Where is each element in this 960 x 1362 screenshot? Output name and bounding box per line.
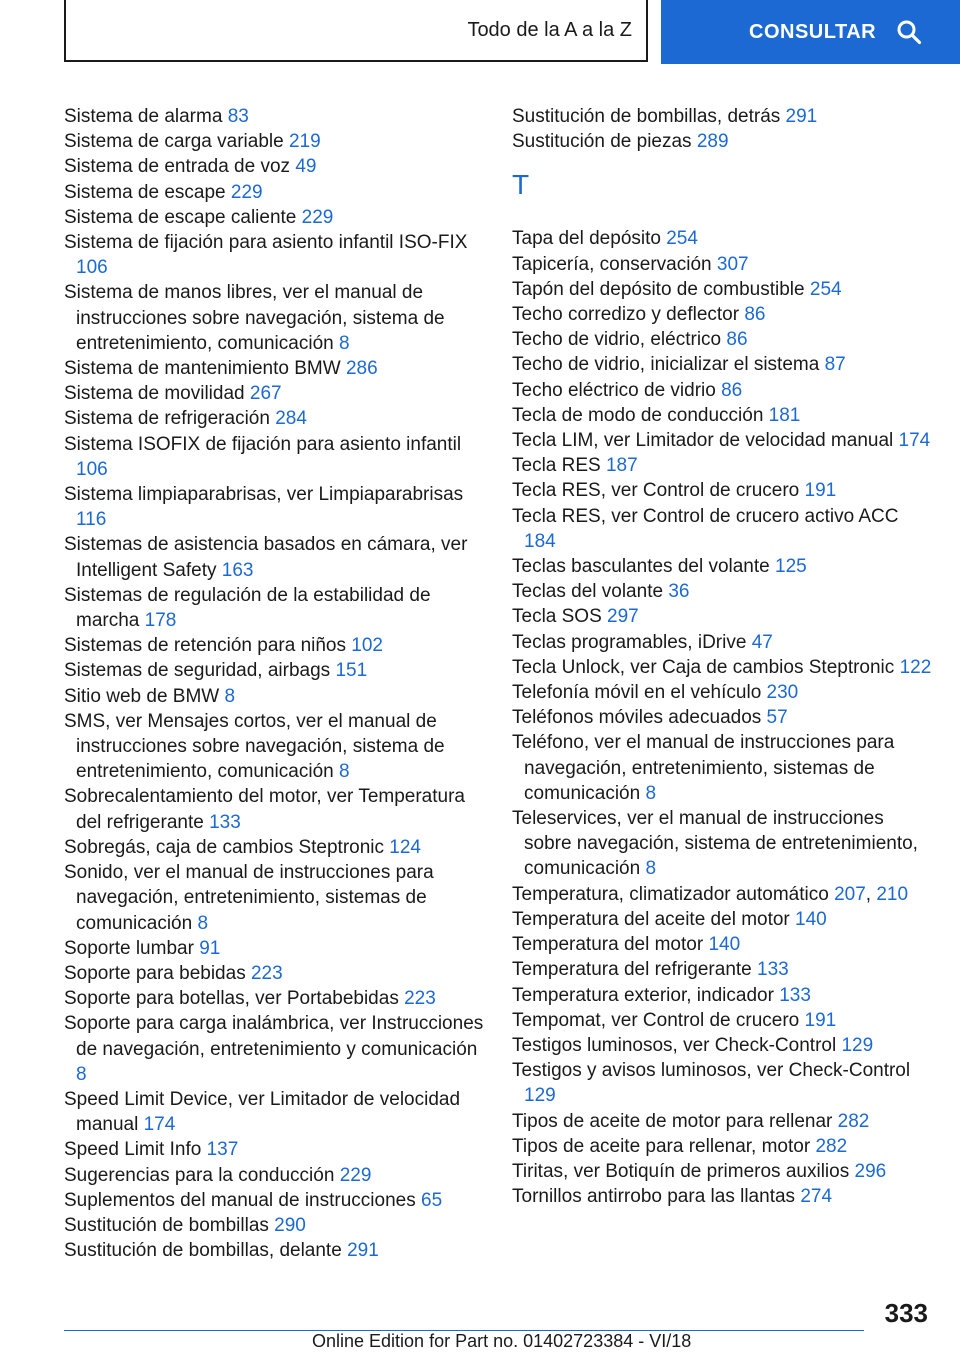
page-link[interactable]: 284 (275, 408, 307, 430)
entry-text: Sistema ISOFIX de fijación para asiento infantil (64, 433, 462, 455)
entry-text: Sistema de mantenimiento BMW (64, 358, 341, 380)
entry-text: Temperatura del refrigerante (512, 959, 752, 981)
entry-text: Techo eléctrico de vidrio (512, 379, 716, 401)
page-link[interactable]: 133 (209, 811, 241, 833)
page-link[interactable]: 291 (785, 106, 818, 127)
page-link[interactable]: 87 (824, 354, 846, 376)
page-link[interactable]: 116 (76, 509, 107, 531)
entry-text: Tecla RES, ver Control de crucero (512, 480, 800, 502)
entry-text: Sustitución de bombillas, delante (64, 1240, 342, 1262)
index-entry (64, 1011, 484, 1087)
index-entry (512, 453, 932, 478)
page-link[interactable]: 174 (898, 430, 931, 452)
index-entries-t (512, 226, 932, 1209)
section-letter-heading: T (512, 169, 530, 201)
entry-text: Sistema de fijación para asiento infantil ISO-FIX (64, 232, 468, 254)
index-entry (64, 432, 484, 482)
entry-text: Soporte para botellas, ver Portabebidas (64, 988, 399, 1010)
entry-text: Tiritas, ver Botiquín de primeros auxilios (512, 1160, 850, 1182)
index-entry (512, 907, 932, 932)
entry-text: Sistema de escape (64, 181, 226, 203)
entry-text: Sonido, ver el manual de instrucciones para navegación, entretenimiento, sistemas de comunicación (64, 862, 434, 934)
page-link[interactable]: 191 (804, 480, 837, 502)
index-entry (64, 986, 484, 1011)
page-link[interactable]: 178 (144, 610, 177, 632)
page-link[interactable]: 124 (389, 836, 421, 858)
index-entry: Temperatura, climatizador automático 207, 210 (512, 883, 909, 905)
index-entry (512, 352, 932, 377)
page-link[interactable]: 133 (757, 959, 789, 981)
page-link[interactable]: 229 (230, 181, 263, 203)
entry-text: Techo corredizo y deflector (512, 304, 740, 326)
index-entry (512, 478, 932, 503)
page-link[interactable]: 207 (834, 883, 866, 905)
entry-text: Teléfonos móviles adecuados (512, 707, 762, 729)
entry-text: Techo de vidrio, eléctrico (512, 329, 722, 351)
page-link[interactable]: 219 (288, 131, 321, 153)
index-entry (64, 205, 484, 230)
index-entry (512, 1184, 932, 1209)
page-link[interactable]: 184 (524, 530, 556, 552)
page-link[interactable]: 129 (841, 1034, 874, 1056)
page-link[interactable]: 229 (339, 1164, 372, 1186)
entry-text: Tecla RES (512, 455, 601, 477)
entry-text: Testigos y avisos luminosos, ver Check-Control (512, 1060, 911, 1082)
consult-label: CONSULTAR (749, 20, 877, 43)
index-entry (512, 705, 932, 730)
page-link[interactable]: 83 (227, 106, 249, 127)
entry-text: Sitio web de BMW (64, 685, 220, 707)
entry-text: Soporte para carga inalámbrica, ver Instrucciones de navegación, entretenimiento y comunicación (64, 1013, 484, 1060)
entry-text: Sustitución de bombillas, detrás (512, 106, 781, 127)
index-entry (64, 230, 484, 280)
page-link[interactable]: 86 (721, 379, 743, 401)
index-entry (64, 1087, 484, 1137)
page-link[interactable]: 274 (800, 1186, 833, 1208)
page-link[interactable]: 230 (766, 682, 799, 704)
index-entry (64, 709, 484, 785)
entry-text: Tecla SOS (512, 606, 602, 628)
entry-text: Sugerencias para la conducción (64, 1164, 335, 1186)
top-navigation (0, 0, 960, 66)
a-to-z-tab[interactable] (64, 0, 648, 62)
index-entry (512, 252, 932, 277)
page-link[interactable]: 102 (351, 635, 383, 657)
page-link[interactable]: 49 (295, 156, 317, 178)
page-link[interactable]: 181 (768, 404, 801, 426)
page-link[interactable]: 91 (199, 937, 221, 959)
index-entry (64, 532, 484, 582)
entry-text: Sistemas de seguridad, airbags (64, 660, 331, 682)
page-link[interactable]: 137 (206, 1139, 239, 1161)
index-column-right (512, 104, 932, 1209)
entry-text: Sistemas de retención para niños (64, 635, 346, 657)
index-entry (512, 806, 932, 882)
entry-text: Sistema de carga variable (64, 131, 284, 153)
entry-text: Sobrecalentamiento del motor, ver Temperatura del refrigerante (64, 786, 465, 833)
page-link[interactable]: 8 (224, 685, 236, 707)
entry-text: Soporte lumbar (64, 937, 194, 959)
index-entry (512, 730, 932, 806)
entry-text: Temperatura del aceite del motor (512, 908, 790, 930)
index-entry (512, 129, 932, 154)
index-entry (512, 327, 932, 352)
index-entry (512, 983, 932, 1008)
entry-text: Sistema de alarma (64, 106, 223, 127)
page-link[interactable]: 289 (696, 131, 729, 153)
entry-text: Telefonía móvil en el vehículo (512, 682, 762, 704)
entry-text: Speed Limit Device, ver Limitador de velocidad manual (64, 1088, 461, 1136)
index-entry (64, 961, 484, 986)
index-entry (512, 1058, 932, 1108)
consult-button[interactable] (661, 0, 960, 64)
index-entry (64, 1213, 484, 1238)
index-entry (512, 579, 932, 604)
page-link[interactable]: 210 (876, 883, 909, 905)
index-entry (64, 936, 484, 961)
footer-edition-text: Online Edition for Part no. 01402723384 - VI/18 (312, 1331, 692, 1351)
page-link[interactable]: 86 (726, 329, 748, 351)
page-link[interactable]: 163 (221, 559, 254, 581)
entry-text: Soporte para bebidas (64, 962, 246, 984)
entry-text: Tapicería, conservación (512, 253, 712, 275)
entry-text: Tipos de aceite para rellenar, motor (512, 1135, 811, 1157)
entry-text: Temperatura exterior, indicador (512, 984, 774, 1006)
entry-text: Sistemas de asistencia basados en cámara, ver Intelligent Safety (64, 534, 468, 581)
index-entry (64, 1238, 484, 1263)
index-column-left (64, 104, 484, 1263)
page-link[interactable]: 296 (854, 1160, 887, 1182)
entry-text: Temperatura del motor (512, 934, 704, 956)
page-link[interactable]: 254 (809, 278, 842, 300)
page-link[interactable]: 106 (76, 458, 108, 480)
entry-text: Sistema de refrigeración (64, 408, 270, 430)
page-link[interactable]: 36 (668, 581, 690, 603)
page-link[interactable]: 297 (607, 606, 639, 628)
index-entry (64, 658, 484, 683)
index-entry (64, 835, 484, 860)
page-link[interactable]: 122 (899, 656, 932, 678)
page-link[interactable]: 8 (76, 1063, 87, 1085)
entry-text: Teclas programables, iDrive (512, 631, 747, 653)
index-entry (512, 378, 932, 403)
page-link[interactable]: 65 (421, 1189, 443, 1211)
page-link[interactable]: 8 (645, 858, 657, 880)
entry-text: Sustitución de bombillas (64, 1214, 269, 1236)
entry-text: Sistema de manos libres, ver el manual de instrucciones sobre navegación, sistema de entretenimiento, comunicación (64, 282, 445, 354)
entry-text: Tipos de aceite de motor para rellenar (512, 1110, 833, 1132)
index-entry (512, 428, 932, 453)
index-entry (64, 633, 484, 658)
index-entry (512, 957, 932, 982)
page-link[interactable]: 290 (274, 1214, 306, 1236)
search-icon (896, 19, 922, 45)
page-link[interactable]: 8 (645, 782, 657, 804)
page-link[interactable]: 106 (76, 257, 108, 279)
index-entry (512, 655, 932, 680)
entry-text: Sistema de movilidad (64, 383, 245, 405)
index-entry (512, 554, 932, 579)
entry-text: Sistema limpiaparabrisas, ver Limpiaparabrisas (64, 484, 464, 506)
entry-text: Tapa del depósito (512, 228, 661, 250)
index-entry (64, 406, 484, 431)
index-entry (64, 180, 484, 205)
entry-text: Speed Limit Info (64, 1139, 202, 1161)
index-entry (64, 1188, 484, 1213)
page-link[interactable]: 8 (338, 761, 350, 783)
index-entry (64, 154, 484, 179)
entry-text: Tecla de modo de conducción (512, 404, 764, 426)
page-link[interactable]: 8 (338, 332, 350, 354)
index-entry (64, 482, 484, 532)
index-entry (64, 684, 484, 709)
index-entry (512, 277, 932, 302)
page-link[interactable]: 282 (837, 1110, 870, 1132)
page-link[interactable]: 291 (347, 1240, 379, 1262)
index-entry (64, 104, 484, 129)
entry-text: Sistemas de regulación de la estabilidad de marcha (64, 584, 431, 632)
entry-text: Sistema de escape caliente (64, 206, 297, 228)
page-link[interactable]: 174 (143, 1114, 176, 1136)
entry-text: SMS, ver Mensajes cortos, ver el manual de instrucciones sobre navegación, sistema de entretenimiento, comunicación (64, 710, 445, 783)
index-entry (512, 630, 932, 655)
index-entry (64, 1163, 484, 1188)
page-link[interactable]: 125 (775, 556, 807, 578)
entry-text: Techo de vidrio, inicializar el sistema (512, 354, 820, 376)
page-link[interactable]: 223 (250, 962, 283, 984)
index-entry (64, 583, 484, 633)
page-link[interactable]: 133 (779, 984, 811, 1006)
entry-text: Tapón del depósito de combustible (512, 278, 805, 300)
index-entry (512, 604, 932, 629)
page-link[interactable]: 151 (335, 660, 368, 682)
page-link[interactable]: 129 (524, 1085, 556, 1107)
page-link[interactable]: 282 (815, 1135, 848, 1157)
index-entry (512, 932, 932, 957)
entry-text: Sobregás, caja de cambios Steptronic (64, 836, 385, 858)
page-link[interactable]: 223 (404, 988, 436, 1010)
entry-text: Teleservices, ver el manual de instrucciones sobre navegación, sistema de entretenimiento, comunicación (512, 808, 918, 880)
index-entry (512, 104, 932, 129)
index-entry (512, 1033, 932, 1058)
entry-text: Temperatura, climatizador automático (512, 883, 829, 905)
index-entries-s-continued (512, 104, 932, 154)
page-link[interactable]: 229 (301, 206, 334, 228)
page-link[interactable]: 47 (751, 631, 773, 653)
page-link[interactable]: 191 (804, 1009, 837, 1031)
index-entry (512, 1109, 932, 1134)
page-link[interactable]: 307 (716, 253, 749, 275)
index-entry (512, 504, 932, 554)
entry-text: Sistema de entrada de voz (64, 156, 291, 178)
page-link[interactable]: 187 (605, 455, 638, 477)
entry-text: Teclas del volante (512, 581, 664, 603)
page-link[interactable]: 8 (197, 912, 209, 934)
index-entry (64, 381, 484, 406)
index-entry (512, 1134, 932, 1159)
index-entry (512, 403, 932, 428)
index-entry (512, 226, 932, 251)
page-number: 333 (884, 1298, 928, 1328)
entry-text: Tornillos antirrobo para las llantas (512, 1186, 796, 1208)
page-link[interactable]: 57 (766, 707, 788, 729)
entry-text: Tecla LIM, ver Limitador de velocidad manual (512, 430, 894, 452)
page-link[interactable]: 86 (744, 304, 766, 326)
index-entry (512, 302, 932, 327)
entry-text: Teclas basculantes del volante (512, 556, 770, 578)
entry-text: Teléfono, ver el manual de instrucciones para navegación, entretenimiento, sistemas de comunicación (512, 732, 895, 804)
a-to-z-label: Todo de la A a la Z (467, 18, 632, 41)
index-entry (64, 860, 484, 936)
index-entry (512, 1008, 932, 1033)
entry-text: Testigos luminosos, ver Check-Control (512, 1034, 837, 1056)
page-link[interactable]: 254 (666, 228, 698, 250)
index-entry (64, 1137, 484, 1162)
entry-text: Tecla Unlock, ver Caja de cambios Steptronic (512, 656, 895, 678)
entry-text: Suplementos del manual de instrucciones (64, 1189, 416, 1211)
page-link[interactable]: 286 (345, 358, 378, 380)
index-entry (512, 1159, 932, 1184)
index-entry (512, 680, 932, 705)
index-entry (64, 356, 484, 381)
page-link[interactable]: 140 (795, 908, 827, 930)
index-entry (64, 280, 484, 356)
entry-text: Tempomat, ver Control de crucero (512, 1009, 800, 1031)
page-link[interactable]: 267 (249, 383, 282, 405)
index-entry (64, 784, 484, 834)
page-link[interactable]: 140 (708, 934, 741, 956)
index-entry (64, 129, 484, 154)
entry-text: Tecla RES, ver Control de crucero activo ACC (512, 505, 899, 527)
entry-text: Sustitución de piezas (512, 131, 692, 153)
